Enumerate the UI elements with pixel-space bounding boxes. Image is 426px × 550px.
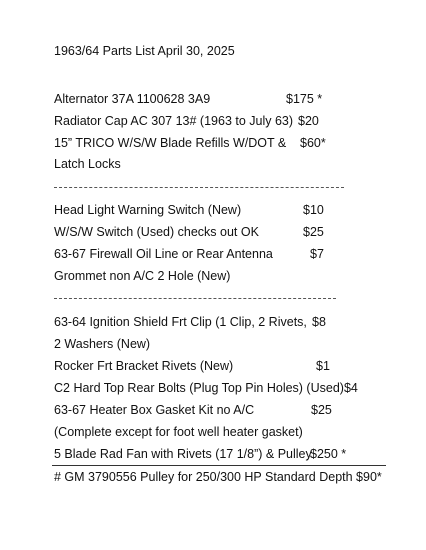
item-text: Latch Locks — [54, 157, 121, 171]
item-price: $175 * — [286, 92, 323, 106]
item-price: $20 — [298, 114, 319, 128]
item-text: # GM 3790556 Pulley for 250/300 HP Standard Depth $90* — [54, 470, 382, 484]
item-text: Head Light Warning Switch (New) — [54, 203, 242, 217]
item-text: Grommet non A/C 2 Hole (New) — [54, 269, 231, 283]
dashed-divider — [54, 298, 336, 299]
item-price: $7 — [310, 247, 324, 261]
item-price: $8 — [312, 315, 326, 329]
item-text: Alternator 37A 1100628 3A9 — [54, 92, 211, 106]
item-price: $250 * — [310, 447, 347, 461]
item-text: 63-64 Ignition Shield Frt Clip (1 Clip, 2 Rivets, — [54, 315, 307, 329]
item-price: $25 — [311, 403, 332, 417]
item-text: W/S/W Switch (Used) checks out OK — [54, 225, 259, 239]
item-text: Radiator Cap AC 307 13# (1963 to July 63) — [54, 114, 294, 128]
item-price: $25 — [303, 225, 324, 239]
item-text: 15” TRICO W/S/W Blade Refills W/DOT & — [54, 136, 287, 150]
item-text: 2 Washers (New) — [54, 337, 151, 351]
item-text: 5 Blade Rad Fan with Rivets (17 1/8”) & Pulley — [54, 447, 312, 461]
item-price: $1 — [316, 359, 330, 373]
item-text: 63-67 Firewall Oil Line or Rear Antenna — [54, 247, 273, 261]
item-price: $10 — [303, 203, 324, 217]
page-title: 1963/64 Parts List April 30, 2025 — [54, 44, 235, 58]
solid-divider — [52, 465, 386, 466]
item-text: C2 Hard Top Rear Bolts (Plug Top Pin Holes) (Used)$4 — [54, 381, 358, 395]
item-text: (Complete except for foot well heater gasket) — [54, 425, 303, 439]
item-text: 63-67 Heater Box Gasket Kit no A/C — [54, 403, 255, 417]
dashed-divider — [54, 187, 344, 188]
item-price: $60* — [300, 136, 326, 150]
item-text: Rocker Frt Bracket Rivets (New) — [54, 359, 234, 373]
